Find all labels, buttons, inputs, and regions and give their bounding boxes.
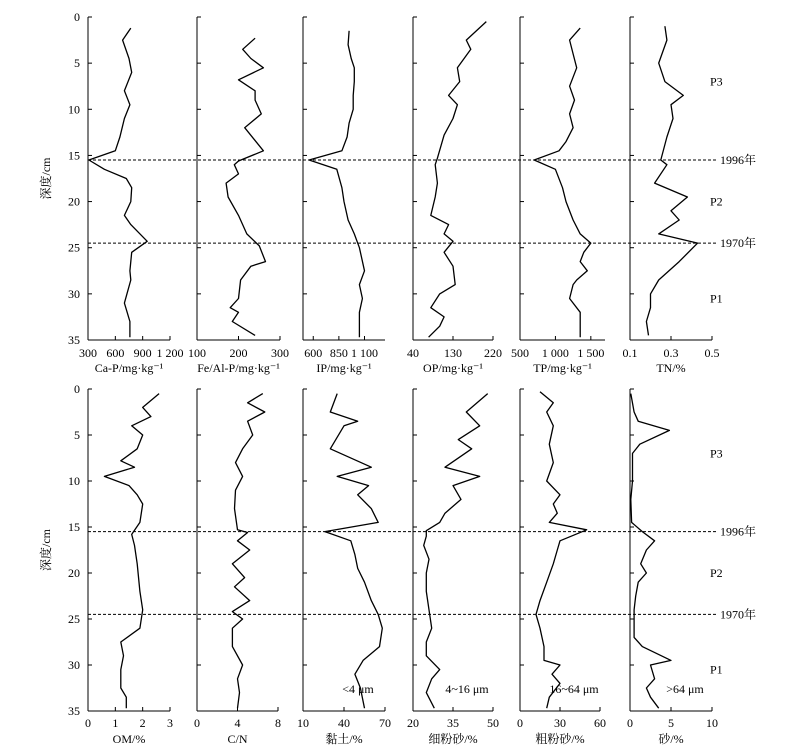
x-tick-label: 1 500: [577, 346, 605, 360]
zone-label: P1: [710, 662, 723, 677]
x-tick-label: 130: [444, 346, 462, 360]
x-tick-label: 30: [554, 716, 566, 730]
profile-curve: [429, 22, 487, 338]
depth-profile-figure-2: [38, 382, 756, 746]
depth-tick-label: 0: [74, 382, 80, 396]
panel-x-axis-title: Ca-P/mg·kg⁻¹: [94, 361, 164, 375]
depth-tick-label: 0: [74, 10, 80, 24]
depth-tick-label: 20: [68, 566, 80, 580]
profile-curve: [534, 28, 591, 337]
x-tick-label: 10: [706, 716, 718, 730]
panel-x-axis-title: OP/mg·kg⁻¹: [423, 361, 483, 375]
depth-axis-title: 深度/cm: [39, 157, 53, 200]
x-tick-label: 1 200: [156, 346, 184, 360]
x-tick-label: 1 000: [541, 346, 569, 360]
depth-tick-label: 30: [68, 658, 80, 672]
zone-label: P2: [710, 566, 723, 580]
profile-curve: [536, 392, 587, 708]
grain-size-annotation: <4 μm: [342, 681, 374, 696]
profile-curve: [104, 394, 159, 709]
depth-tick-label: 15: [68, 520, 80, 534]
grain-size-annotation: 16~64 μm: [549, 681, 599, 696]
profile-curve: [424, 394, 488, 709]
x-tick-label: 20: [407, 716, 419, 730]
grain-size-annotation: >64 μm: [666, 681, 704, 696]
profile-curve: [232, 394, 264, 709]
depth-tick-label: 5: [74, 428, 80, 442]
x-tick-label: 1 100: [351, 346, 378, 360]
panel-x-axis-title: OM/%: [112, 732, 146, 746]
x-tick-label: 40: [407, 346, 419, 360]
x-tick-label: 50: [487, 716, 499, 730]
x-tick-label: 3: [167, 716, 173, 730]
panel-x-axis-title: C/N: [227, 732, 248, 746]
x-tick-label: 1: [112, 716, 119, 730]
x-tick-label: 60: [594, 716, 606, 730]
horizon-year-label: 1970年: [720, 236, 757, 251]
depth-tick-label: 30: [68, 286, 80, 301]
panel-x-axis-title: Fe/Al-P/mg·kg⁻¹: [197, 361, 280, 375]
x-tick-label: 35: [447, 716, 459, 730]
profile-curve: [309, 31, 364, 337]
profile-panel-2: [194, 389, 281, 746]
zone-label: P3: [710, 74, 723, 89]
x-tick-label: 220: [484, 346, 502, 360]
profile-curve: [226, 38, 265, 335]
profile-panel-2: [188, 17, 289, 375]
panel-x-axis-title: TP/mg·kg⁻¹: [533, 361, 592, 375]
profile-panel-1: [79, 17, 184, 375]
profile-panel-4: [407, 17, 502, 375]
x-tick-label: 0: [85, 716, 91, 730]
x-tick-label: 0.3: [663, 346, 679, 360]
zone-label: P2: [710, 194, 723, 209]
depth-tick-label: 15: [68, 148, 80, 163]
x-tick-label: 10: [297, 716, 309, 730]
x-tick-label: 900: [133, 346, 152, 360]
x-tick-label: 0: [517, 716, 523, 730]
x-tick-label: 0: [194, 716, 200, 730]
profile-curve: [631, 394, 671, 709]
horizon-year-label: 1970年: [720, 607, 757, 622]
depth-tick-label: 35: [68, 333, 80, 347]
x-tick-label: 5: [668, 716, 674, 730]
x-tick-label: 100: [188, 346, 206, 360]
panel-x-axis-title: 粗粉砂/%: [535, 732, 585, 746]
profile-panel-3: [303, 17, 385, 375]
depth-tick-label: 10: [68, 474, 80, 488]
x-tick-label: 0.5: [704, 346, 720, 360]
x-tick-label: 40: [338, 716, 350, 730]
depth-profile-figure-1: [38, 10, 756, 375]
profile-curve: [89, 28, 147, 337]
horizon-year-label: 1996年: [720, 153, 757, 168]
profile-panel-5: [511, 17, 605, 375]
profile-panel-1: [85, 389, 173, 746]
depth-tick-label: 25: [68, 240, 80, 255]
x-tick-label: 300: [271, 346, 289, 360]
depth-tick-label: 5: [74, 56, 80, 71]
panel-x-axis-title: TN/%: [656, 361, 686, 375]
x-tick-label: 0: [627, 716, 633, 730]
depth-tick-label: 20: [68, 194, 80, 209]
zone-label: P3: [710, 446, 723, 461]
x-tick-label: 4: [234, 716, 241, 730]
profile-curve: [325, 394, 382, 709]
x-tick-label: 0.1: [622, 346, 638, 360]
x-tick-label: 600: [304, 346, 323, 360]
panel-x-axis-title: 砂/%: [658, 732, 684, 746]
profile-curve: [646, 26, 697, 335]
panel-x-axis-title: 细粉砂/%: [428, 732, 478, 746]
depth-tick-label: 25: [68, 612, 80, 626]
depth-axis-title: 深度/cm: [39, 529, 53, 571]
x-tick-label: 600: [106, 346, 125, 360]
x-tick-label: 8: [275, 716, 281, 730]
x-tick-label: 200: [229, 346, 248, 360]
depth-tick-label: 35: [68, 704, 80, 718]
zone-label: P1: [710, 291, 723, 306]
grain-size-annotation: 4~16 μm: [445, 681, 489, 696]
profile-panel-6: [623, 17, 720, 375]
panel-x-axis-title: IP/mg·kg⁻¹: [316, 361, 372, 375]
x-tick-label: 300: [79, 346, 97, 360]
horizon-year-label: 1996年: [720, 524, 757, 539]
depth-tick-label: 10: [68, 102, 80, 117]
x-tick-label: 70: [379, 716, 391, 730]
x-tick-label: 2: [139, 716, 146, 730]
x-tick-label: 500: [511, 346, 529, 360]
panel-x-axis-title: 黏土/%: [325, 732, 363, 746]
x-tick-label: 850: [329, 346, 348, 360]
